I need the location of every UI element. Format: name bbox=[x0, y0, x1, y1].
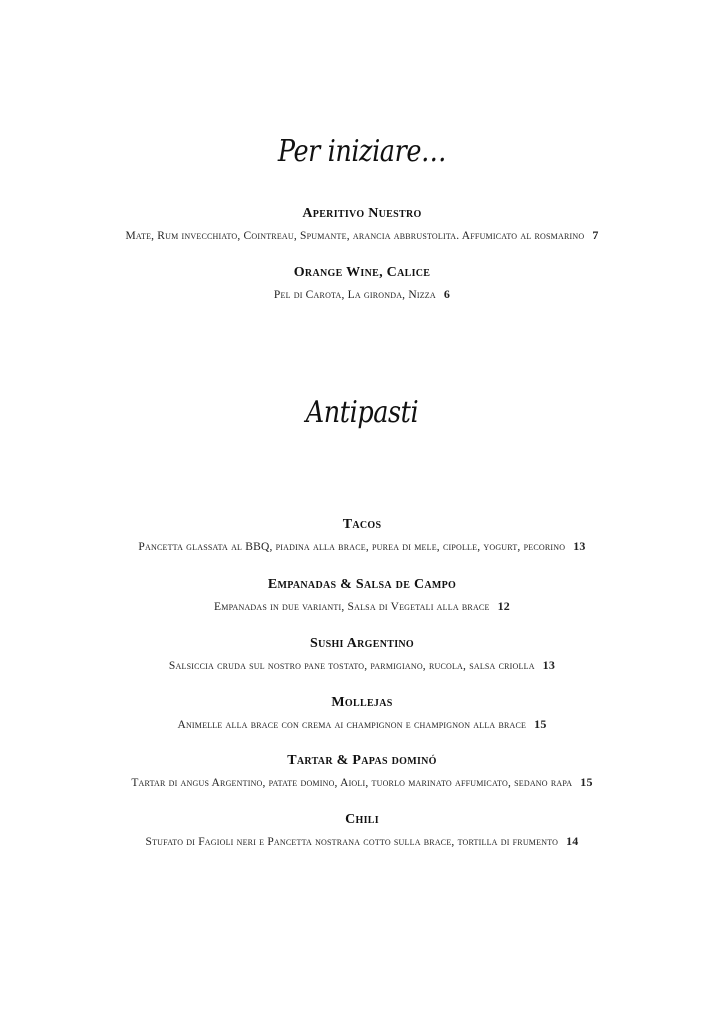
menu-item-chili bbox=[0, 812, 724, 849]
menu-item-price: 14 bbox=[566, 834, 579, 848]
menu-item-price: 13 bbox=[573, 539, 586, 553]
menu-item-description: Empanadas in due varianti, Salsa di Vegetali alla brace bbox=[214, 601, 490, 613]
menu-item-name: Mollejas bbox=[331, 695, 393, 710]
menu-item-name: Aperitivo Nuestro bbox=[302, 206, 422, 221]
menu-item-description: Pel di Carota, La gironda, Nizza bbox=[273, 289, 436, 301]
menu-item-price: 15 bbox=[580, 775, 593, 789]
menu-item-description: Tartar di angus Argentino, patate domino, Aioli, tuorlo marinato affumicato, sedano rapa bbox=[131, 777, 573, 789]
menu-item-description: Stufato di Fagioli neri e Pancetta nostrana cotto sulla brace, tortilla di frumento bbox=[145, 836, 559, 848]
section-title-antipasti: Antipasti bbox=[305, 395, 419, 430]
menu-item-empanadas bbox=[0, 577, 724, 614]
menu-item-description-line bbox=[0, 599, 724, 614]
menu-item-tartar bbox=[0, 753, 724, 790]
menu-item-description-line bbox=[0, 717, 724, 732]
menu-item-description-line bbox=[0, 539, 724, 554]
menu-item-name: Sushi Argentino bbox=[309, 636, 415, 651]
menu-item-description-line bbox=[0, 658, 724, 673]
menu-item-description: Salsiccia cruda sul nostro pane tostato, parmigiano, rucola, salsa criolla bbox=[168, 660, 535, 672]
menu-item-sushi-argentino bbox=[0, 636, 724, 673]
menu-item-name: Empanadas & Salsa de Campo bbox=[267, 577, 457, 592]
menu-item-mollejas bbox=[0, 695, 724, 732]
menu-item-description: Mate, Rum invecchiato, Cointreau, Spumante, arancia abbrustolita. Affumicato al rosmarino bbox=[125, 230, 585, 242]
menu-item-description-line bbox=[0, 775, 724, 790]
menu-item-description: Pancetta glassata al BBQ, piadina alla brace, purea di mele, cipolle, yogurt, pecorino bbox=[138, 541, 566, 553]
section-title-per-iniziare: Per iniziare… bbox=[277, 134, 447, 169]
menu-item-description-line bbox=[0, 834, 724, 849]
menu-item-description: Animelle alla brace con crema ai champignon e champignon alla brace bbox=[177, 719, 527, 731]
menu-item-price: 12 bbox=[497, 599, 510, 613]
menu-item-name: Tacos bbox=[342, 517, 382, 532]
menu-item-name: Chili bbox=[345, 812, 379, 827]
menu-item-price: 6 bbox=[443, 287, 451, 301]
menu-item-aperitivo-nuestro bbox=[0, 206, 724, 243]
menu-item-tacos bbox=[0, 517, 724, 554]
menu-item-price: 13 bbox=[542, 658, 556, 672]
menu-item-price: 15 bbox=[534, 717, 547, 731]
menu-item-name: Orange Wine, Calice bbox=[293, 265, 431, 280]
menu-item-orange-wine bbox=[0, 265, 724, 302]
menu-item-name: Tartar & Papas dominó bbox=[287, 753, 437, 768]
menu-item-description-line bbox=[0, 287, 724, 302]
menu-item-description-line bbox=[0, 228, 724, 243]
menu-item-price: 7 bbox=[592, 228, 599, 242]
